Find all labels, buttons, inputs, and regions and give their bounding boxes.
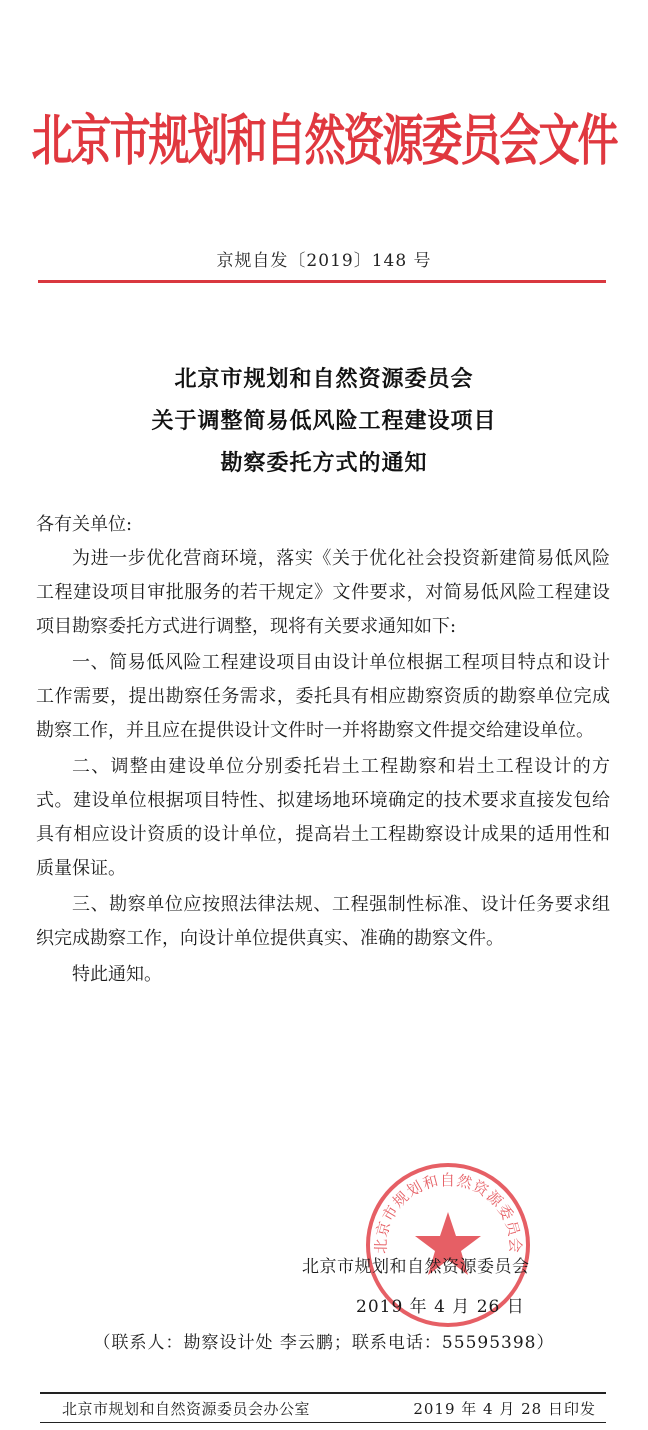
footer-print-date: 2019 年 4 月 28 日印发 [413, 1400, 596, 1418]
footer-top-rule [40, 1392, 606, 1394]
paragraph-intro: 为进一步优化营商环境，落实《关于优化社会投资新建简易低风险工程建设项目审批服务的若干规定》文件要求，对简易低风险工程建设项目勘察委托方式进行调整，现将有关要求通知如下: [36, 548, 610, 637]
title-line-2: 关于调整简易低风险工程建设项目 [151, 408, 497, 434]
paragraph-item-2: 二、调整由建设单位分别委托岩土工程勘察和岩土工程设计的方式。建设单位根据项目特性、拟建场地环境确定的技术要求直接发包给具有相应设计资质的设计单位，提高岩土工程勘察设计成果的适用性和质量保证。 [36, 756, 610, 879]
signature-date: 2019 年 4 月 26 日 [356, 1297, 525, 1317]
title-line-1: 北京市规划和自然资源委员会 [174, 366, 474, 392]
masthead-title: 北京市规划和自然资源委员会文件 [31, 108, 617, 173]
document-number: 京规自发〔2019〕148 号 [216, 251, 432, 271]
footer-bottom-rule [40, 1422, 606, 1423]
signature-organization: 北京市规划和自然资源委员会 [302, 1257, 530, 1277]
footer-issuer: 北京市规划和自然资源委员会办公室 [62, 1400, 311, 1418]
contact-info: （联系人：勘察设计处 李云鹏；联系电话：55595398） [93, 1333, 555, 1353]
seal-ring-text: 北京市规划和自然资源委员会 [371, 1170, 525, 1254]
paragraph-item-1: 一、简易低风险工程建设项目由设计单位根据工程项目特点和设计工作需要，提出勘察任务需求，委托具有相应勘察资质的勘察单位完成勘察工作，并且应在提供设计文件时一并将勘察文件提交给建设单位。 [36, 652, 610, 741]
notice-title [0, 358, 648, 484]
salutation: 各有关单位: [36, 514, 133, 535]
body-text [36, 542, 610, 992]
paragraph-item-3: 三、勘察单位应按照法律法规、工程强制性标准、设计任务要求组织完成勘察工作，向设计单位提供真实、准确的勘察文件。 [36, 894, 610, 949]
red-divider [38, 280, 606, 283]
title-line-3: 勘察委托方式的通知 [220, 450, 428, 476]
paragraph-closing: 特此通知。 [72, 964, 162, 985]
